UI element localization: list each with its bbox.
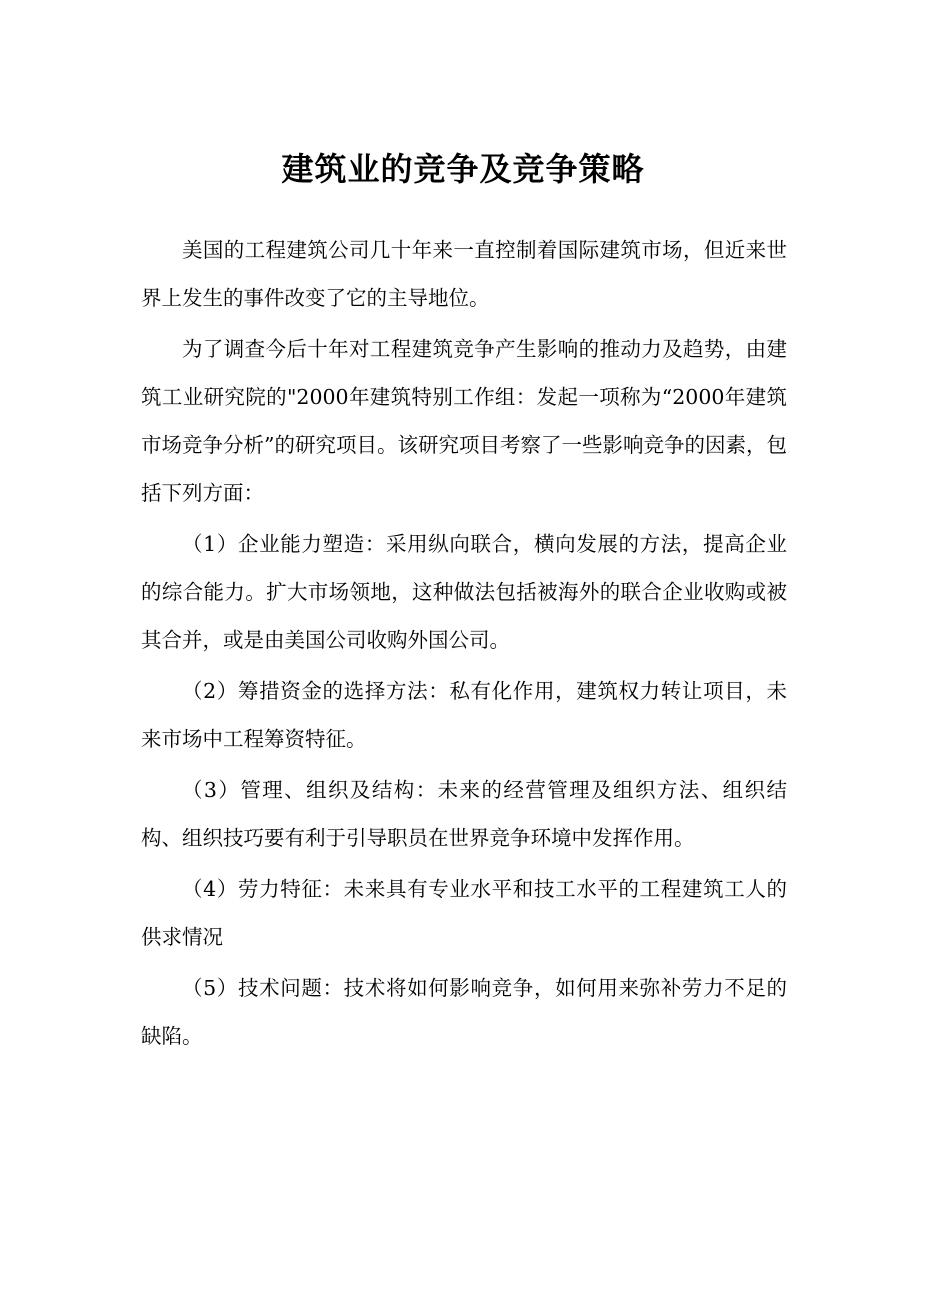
document-body: [141, 226, 787, 1063]
paragraph-item-2: （2）筹措资金的选择方法：私有化作用，建筑权力转让项目，未来市场中工程筹资特征。: [141, 679, 787, 751]
paragraph-item-4: （4）劳力特征：未来具有专业水平和技工水平的工程建筑工人的供求情况: [141, 877, 787, 949]
paragraph-item-5: （5）技术问题：技术将如何影响竞争，如何用来弥补劳力不足的缺陷。: [141, 976, 787, 1048]
paragraph-item-3: （3）管理、组织及结构：未来的经营管理及组织方法、组织结构、组织技巧要有利于引导职员在世界竞争环境中发挥作用。: [141, 778, 787, 850]
paragraph-research-project: 为了调查今后十年对工程建筑竞争产生影响的推动力及趋势，由建筑工业研究院的"2000年建筑特别工作组：发起一项称为“2000年建筑市场竞争分析”的研究项目。该研究项目考察了一些影响竞争的因素，包括下列方面：: [141, 337, 787, 505]
document-title: 建筑业的竞争及竞争策略: [281, 150, 645, 188]
paragraph-item-1: （1）企业能力塑造：采用纵向联合，横向发展的方法，提高企业的综合能力。扩大市场领地，这种做法包括被海外的联合企业收购或被其合并，或是由美国公司收购外国公司。: [141, 532, 787, 652]
paragraph-intro: 美国的工程建筑公司几十年来一直控制着国际建筑市场，但近来世界上发生的事件改变了它的主导地位。: [141, 238, 787, 310]
